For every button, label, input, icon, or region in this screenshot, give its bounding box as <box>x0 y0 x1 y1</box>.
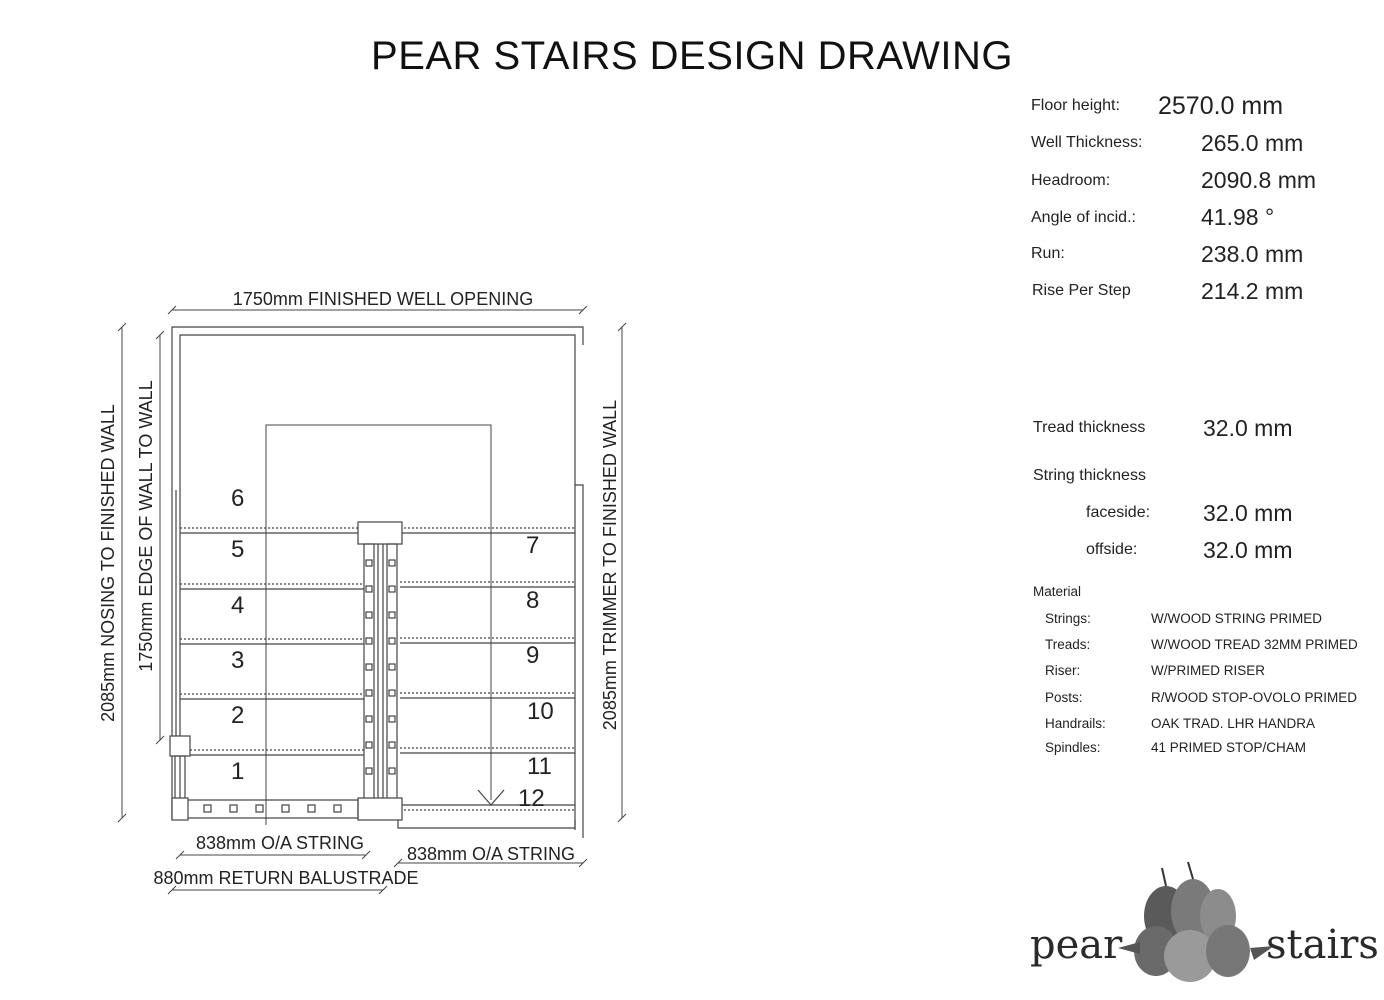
step-number: 4 <box>231 592 245 619</box>
offside-value: 32.0 mm <box>1203 537 1293 563</box>
dim-left-outer-label: 2085mm NOSING TO FINISHED WALL <box>98 404 118 722</box>
newel-post-top <box>358 522 402 544</box>
material-treads-value: W/WOOD TREAD 32MM PRIMED <box>1151 637 1358 652</box>
material-handrails-value: OAK TRAD. LHR HANDRA <box>1151 716 1316 731</box>
spindles-return <box>204 805 341 812</box>
page-title: PEAR STAIRS DESIGN DRAWING <box>371 34 1013 78</box>
logo-word-pear: pear <box>1030 922 1123 968</box>
material-treads-label: Treads: <box>1045 637 1091 652</box>
dim-bottom-right-label: 838mm O/A STRING <box>406 844 576 864</box>
run-label: Run: <box>1031 245 1065 262</box>
right-wall <box>575 485 583 838</box>
material-posts-label: Posts: <box>1045 690 1083 705</box>
step-number: 9 <box>526 642 540 669</box>
tread-thickness-label: Tread thickness <box>1033 419 1146 436</box>
pear-stairs-logo <box>1028 856 1379 986</box>
dim-left-inner-label: 1750mm EDGE OF WALL TO WALL <box>136 380 156 672</box>
newel-post-left <box>170 736 190 756</box>
material-posts-value: R/WOOD STOP-OVOLO PRIMED <box>1151 690 1358 705</box>
material-strings-label: Strings: <box>1045 611 1091 626</box>
dim-right-label: 2085mm TRIMMER TO FINISHED WALL <box>600 399 620 731</box>
material-handrails-label: Handrails: <box>1045 716 1106 731</box>
well-thickness-label: Well Thickness: <box>1031 134 1143 151</box>
left-flight-treads <box>180 528 364 755</box>
material-spindles-label: Spindles: <box>1045 740 1101 755</box>
string-thickness-label: String thickness <box>1033 467 1146 484</box>
headroom-label: Headroom: <box>1031 172 1111 189</box>
tread-thickness-value: 32.0 mm <box>1203 415 1293 441</box>
step-number: 7 <box>526 532 540 559</box>
step-number: 2 <box>231 702 245 729</box>
material-heading: Material <box>1033 584 1082 599</box>
floor-height-value: 2570.0 mm <box>1158 92 1284 120</box>
step-number: 6 <box>231 485 245 512</box>
angle-label: Angle of incid.: <box>1031 209 1136 226</box>
angle-value: 41.98 ° <box>1201 204 1275 230</box>
material-strings-value: W/WOOD STRING PRIMED <box>1151 611 1322 626</box>
step-number: 12 <box>518 785 545 812</box>
newel-post-bottom <box>358 798 402 820</box>
logo-word-stairs: stairs <box>1266 922 1379 968</box>
material-riser-value: W/PRIMED RISER <box>1151 663 1266 678</box>
step-number: 3 <box>231 647 245 674</box>
right-flight-treads <box>398 528 575 828</box>
dim-return-label: 880mm RETURN BALUSTRADE <box>153 868 419 888</box>
material-riser-label: Riser: <box>1045 663 1081 678</box>
offside-label: offside: <box>1086 541 1138 558</box>
dim-top-label: 1750mm FINISHED WELL OPENING <box>232 289 534 309</box>
dim-bottom-left-label: 838mm O/A STRING <box>195 833 365 853</box>
headroom-value: 2090.8 mm <box>1201 167 1317 193</box>
run-value: 238.0 mm <box>1201 241 1304 267</box>
string-left <box>364 544 374 800</box>
rise-value: 214.2 mm <box>1201 278 1304 304</box>
step-number: 5 <box>231 536 245 563</box>
material-spindles-value: 41 PRIMED STOP/CHAM <box>1151 740 1307 755</box>
step-number: 11 <box>527 753 552 780</box>
return-balustrade <box>172 800 358 818</box>
faceside-value: 32.0 mm <box>1203 500 1293 526</box>
rise-label: Rise Per Step <box>1032 282 1131 299</box>
faceside-label: faceside: <box>1086 504 1151 521</box>
string-right <box>387 544 397 800</box>
floor-height-label: Floor height: <box>1031 97 1120 114</box>
step-number: 8 <box>526 587 540 614</box>
spindles-center <box>366 560 395 774</box>
step-number: 10 <box>527 698 554 725</box>
well-thickness-value: 265.0 mm <box>1201 130 1304 156</box>
step-number: 1 <box>231 758 245 785</box>
